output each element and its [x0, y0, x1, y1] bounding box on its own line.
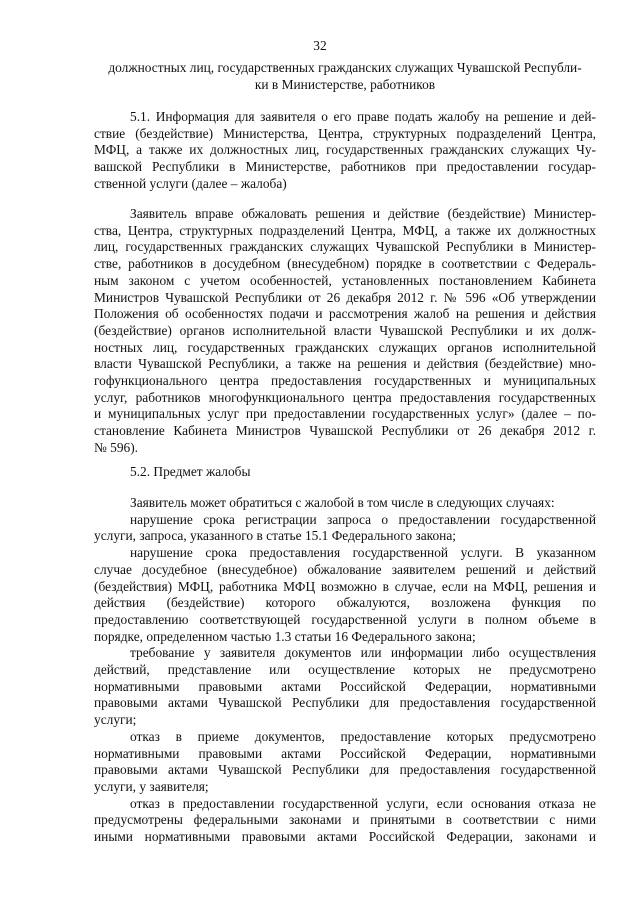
paragraph-complaint-right — [94, 206, 596, 457]
text-line: становление Кабинета Министров Чувашской Республики от 26 декабря 2012 г. — [94, 423, 596, 439]
text-line: Министров Чувашской Республики от 26 декабря 2012 г. № 596 «Об утверждении — [94, 289, 596, 305]
section-heading — [94, 60, 596, 93]
text-line: гофункционального центра предоставления государственных и муниципальных — [94, 373, 596, 389]
text-line: № 596). — [94, 439, 139, 455]
page-number: 32 — [313, 38, 327, 53]
text-line: отказ в предоставлении государственной услуги, если основания отказа не — [130, 795, 596, 811]
subheading-5-2 — [94, 464, 596, 481]
text-line: иными нормативными правовыми актами Российской Федерации, законами и — [94, 829, 596, 845]
text-line: вашской Республики в Министерстве, работников при предоставлении государ- — [94, 159, 596, 175]
text-line: стве, работников в досудебном (внесудебном) порядке в соответствии с Федераль- — [94, 256, 596, 272]
text-line: нарушение срока предоставления государственной услуги. В указанном — [130, 545, 596, 561]
text-line: предусмотрены федеральными законами и принятыми в соответствии с ними — [94, 812, 596, 828]
text-line: МФЦ, а также их должностных лиц, государственных гражданских служащих Чу- — [94, 142, 596, 158]
heading-line: ки в Министерстве, работников — [254, 76, 436, 92]
text-line: Заявитель может обратиться с жалобой в том числе в следующих случаях: — [130, 495, 555, 510]
text-line: ным законом с учетом особенностей, установленных постановлением Кабинета — [94, 272, 596, 288]
text-line: Положения об особенностях подачи и рассмотрения жалоб на решения и действия — [94, 306, 596, 322]
text-line: Заявитель вправе обжаловать решения и действие (бездействие) Министер- — [130, 206, 596, 221]
text-line: нарушение срока регистрации запроса о предоставлении государственной — [130, 511, 596, 527]
text-line: случае досудебное (внесудебное) обжалование заявителем решений и действий — [94, 561, 596, 577]
text-line: ствие (бездействие) Министерства, Центра, структурных подразделений Центра, — [94, 125, 596, 141]
text-line: ностных лиц, государственных гражданских служащих органов исполнительной — [94, 339, 596, 355]
text-line: услуги, у заявителя; — [94, 778, 209, 794]
text-line: нормативными правовыми актами Российской Федерации, нормативными — [94, 745, 596, 761]
text-line: требование у заявителя документов или информации либо осуществления — [130, 645, 596, 661]
text-line: порядке, определенном частью 1.3 статьи 16 Федерального закона; — [94, 628, 476, 644]
paragraph-5-1 — [94, 109, 596, 193]
text-line: услуги, запроса, указанного в статье 15.1 Федерального закона; — [94, 528, 457, 544]
heading-line: должностных лиц, государственных гражданских служащих Чувашской Республи- — [108, 60, 582, 75]
text-line: отказ в приеме документов, предоставление которых предусмотрено — [130, 728, 596, 744]
text-line: нормативными правовыми актами Российской Федерации, нормативными — [94, 678, 596, 694]
text-line: (бездействия) МФЦ, работника МФЦ возможно в случае, если на МФЦ, решения и — [94, 578, 596, 594]
text-line: лиц, государственных гражданских служащих Чувашской Республики в Министер- — [94, 239, 596, 255]
text-line: услуг, работников многофункционального центра предоставления государственных — [94, 389, 596, 405]
text-line: действий, представление или осуществление которых не предусмотрено — [94, 662, 596, 678]
text-line: предоставлению соответствующей государственной услуги в полном объеме в — [94, 611, 596, 627]
text-line: ства, Центра, структурных подразделений Центра, МФЦ, а также их должностных — [94, 222, 596, 238]
text-line: правовыми актами Чувашской Республики для предоставления государственной — [94, 695, 596, 711]
text-line: действия (бездействие) которого обжалуются, возложена функция по — [94, 595, 596, 611]
text-line: власти Чувашской Республики, а также на решения и действия (бездействие) мно- — [94, 356, 596, 372]
text-line: 5.1. Информация для заявителя о его праве подать жалобу на решение и дей- — [130, 109, 596, 124]
text-line: ственной услуги (далее – жалоба) — [94, 175, 287, 191]
subheading-text: 5.2. Предмет жалобы — [130, 464, 251, 479]
text-line: (бездействие) органов исполнительной власти Чувашской Республики и их долж- — [94, 322, 596, 338]
text-line: правовыми актами Чувашской Республики для предоставления государственной — [94, 762, 596, 778]
text-line: и муниципальных услуг при предоставлении государственных услуг» (далее – по- — [94, 406, 596, 422]
text-line: услуги; — [94, 712, 137, 728]
paragraph-cases — [94, 495, 596, 846]
